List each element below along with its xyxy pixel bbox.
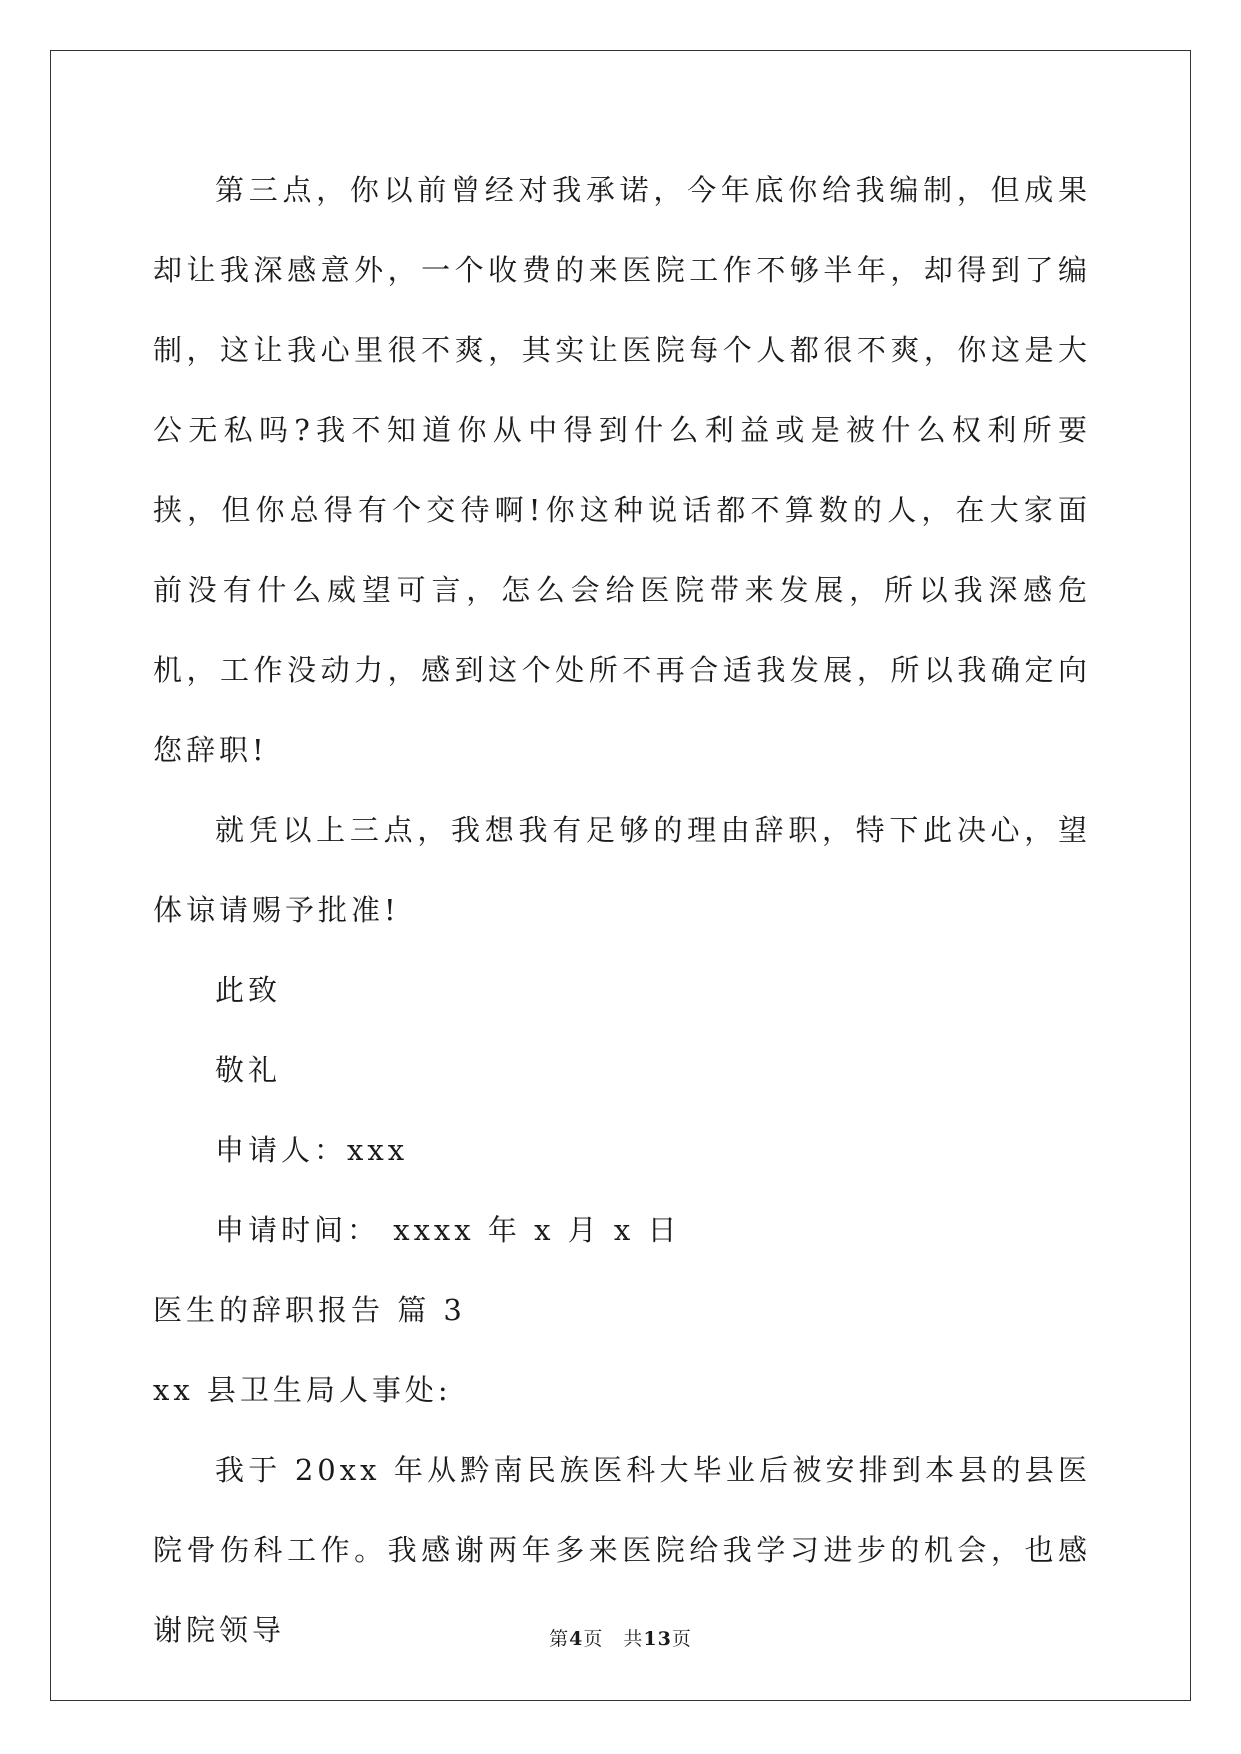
page-suffix: 页 bbox=[583, 1628, 604, 1650]
total-pages: 13 bbox=[643, 1628, 672, 1650]
body-paragraph: 第三点，你以前曾经对我承诺，今年底你给我编制，但成果却让我深感意外，一个收费的来医院工作不够半年，却得到了编制，这让我心里很不爽，其实让医院每个人都很不爽，你这是大公无私吗?我不知道你从中得到什么利益或是被什么权利所要挟，但你总得有个交待啊!你这种说话都不算数的人，在大家面前没有什么威望可言，怎么会给医院带来发展，所以我深感危机，工作没动力，感到这个处所不再合适我发展，所以我确定向您辞职! bbox=[153, 173, 1091, 767]
date-line: 申请时间： xxxx 年 x 月 x 日 bbox=[215, 1213, 681, 1247]
body-paragraph: 就凭以上三点，我想我有足够的理由辞职，特下此决心，望体谅请赐予批准! bbox=[153, 813, 1091, 927]
page-footer bbox=[0, 1624, 1241, 1651]
applicant-line: 申请人：xxx bbox=[215, 1133, 409, 1167]
page-prefix: 第 bbox=[549, 1628, 570, 1650]
total-prefix: 共 bbox=[623, 1628, 644, 1650]
closing-regards: 敬礼 bbox=[215, 1053, 282, 1087]
document-body bbox=[153, 150, 1091, 1670]
closing-salutation: 此致 bbox=[215, 973, 282, 1007]
addressee: xx 县卫生局人事处: bbox=[153, 1373, 452, 1407]
body-paragraph: 我于 20xx 年从黔南民族医科大毕业后被安排到本县的县医院骨伤科工作。我感谢两年多来医院给我学习进步的机会，也感谢院领导 bbox=[153, 1453, 1091, 1647]
total-suffix: 页 bbox=[671, 1628, 692, 1650]
section-title: 医生的辞职报告 篇 3 bbox=[153, 1293, 466, 1327]
page-number: 4 bbox=[569, 1628, 584, 1650]
